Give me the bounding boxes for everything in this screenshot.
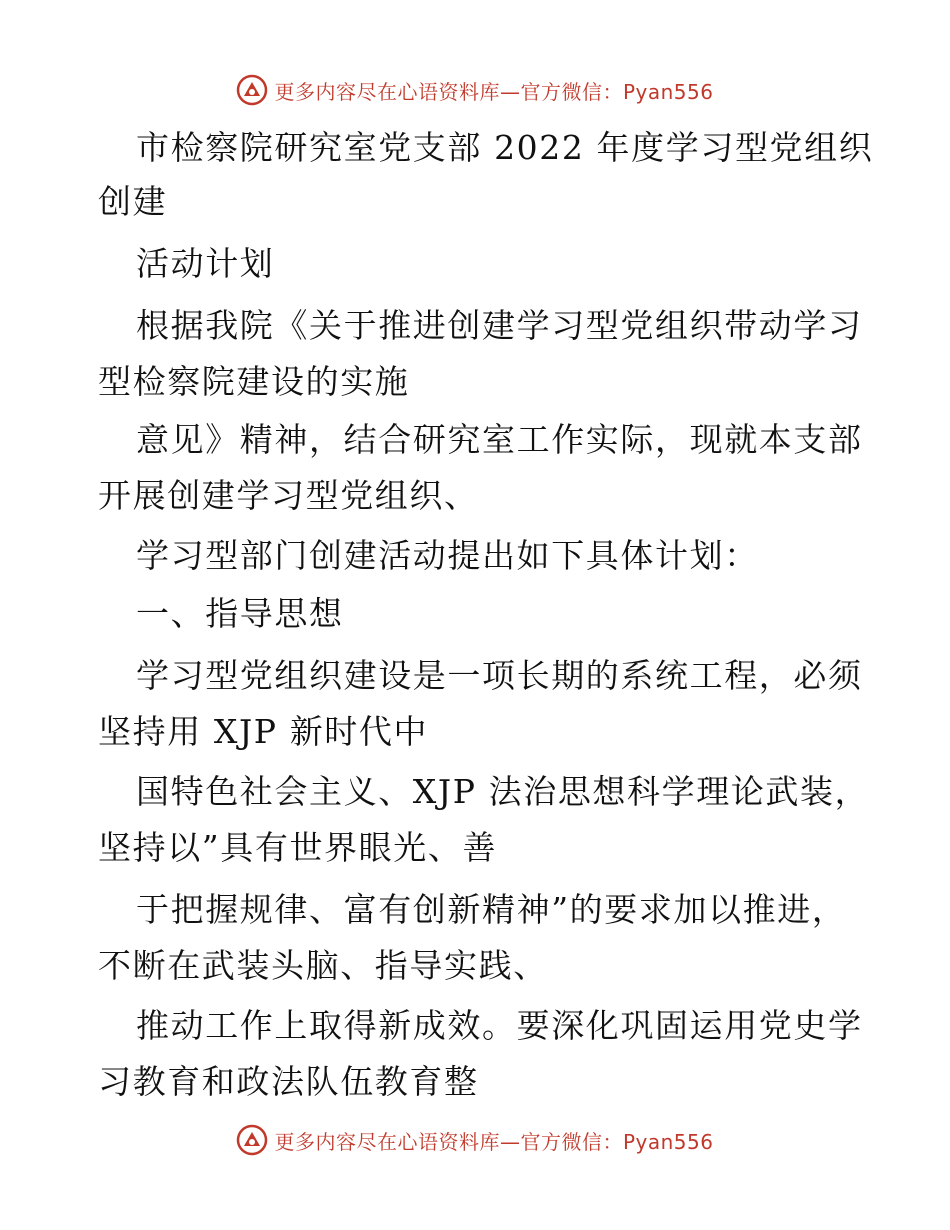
paragraph-line: 坚持用 XJP 新时代中 (98, 712, 429, 751)
paragraph-line: 习教育和政法队伍教育整 (98, 1062, 479, 1101)
logo-icon (236, 1124, 268, 1156)
paragraph-line: 型检察院建设的实施 (98, 362, 410, 401)
paragraph-line: 学习型部门创建活动提出如下具体计划： (136, 536, 759, 575)
paragraph-line: 于把握规律、富有创新精神”的要求加以推进， (136, 890, 847, 929)
paragraph-line: 意见》精神，结合研究室工作实际，现就本支部 (136, 420, 863, 459)
title-line-2: 创建 (98, 182, 168, 221)
watermark-text: 更多内容尽在心语资料库—官方微信：Pyan556 (274, 1129, 714, 1154)
section-heading: 一、指导思想 (136, 594, 344, 633)
paragraph-line: 学习型党组织建设是一项长期的系统工程，必须 (136, 656, 863, 695)
watermark-text: 更多内容尽在心语资料库—官方微信：Pyan556 (274, 79, 714, 104)
title-line-1: 市检察院研究室党支部 2022 年度学习型党组织 (136, 128, 874, 167)
paragraph-line: 不断在武装头脑、指导实践、 (98, 946, 548, 985)
header-watermark (0, 74, 950, 106)
paragraph-line: 坚持以”具有世界眼光、善 (98, 828, 498, 867)
paragraph-line: 推动工作上取得新成效。要深化巩固运用党史学 (136, 1006, 863, 1045)
paragraph-line: 根据我院《关于推进创建学习型党组织带动学习 (136, 306, 863, 345)
subtitle-line: 活动计划 (136, 244, 275, 283)
footer-watermark (0, 1124, 950, 1156)
logo-icon (236, 74, 268, 106)
paragraph-line: 开展创建学习型党组织、 (98, 476, 479, 515)
paragraph-line: 国特色社会主义、XJP 法治思想科学理论武装， (136, 772, 870, 811)
